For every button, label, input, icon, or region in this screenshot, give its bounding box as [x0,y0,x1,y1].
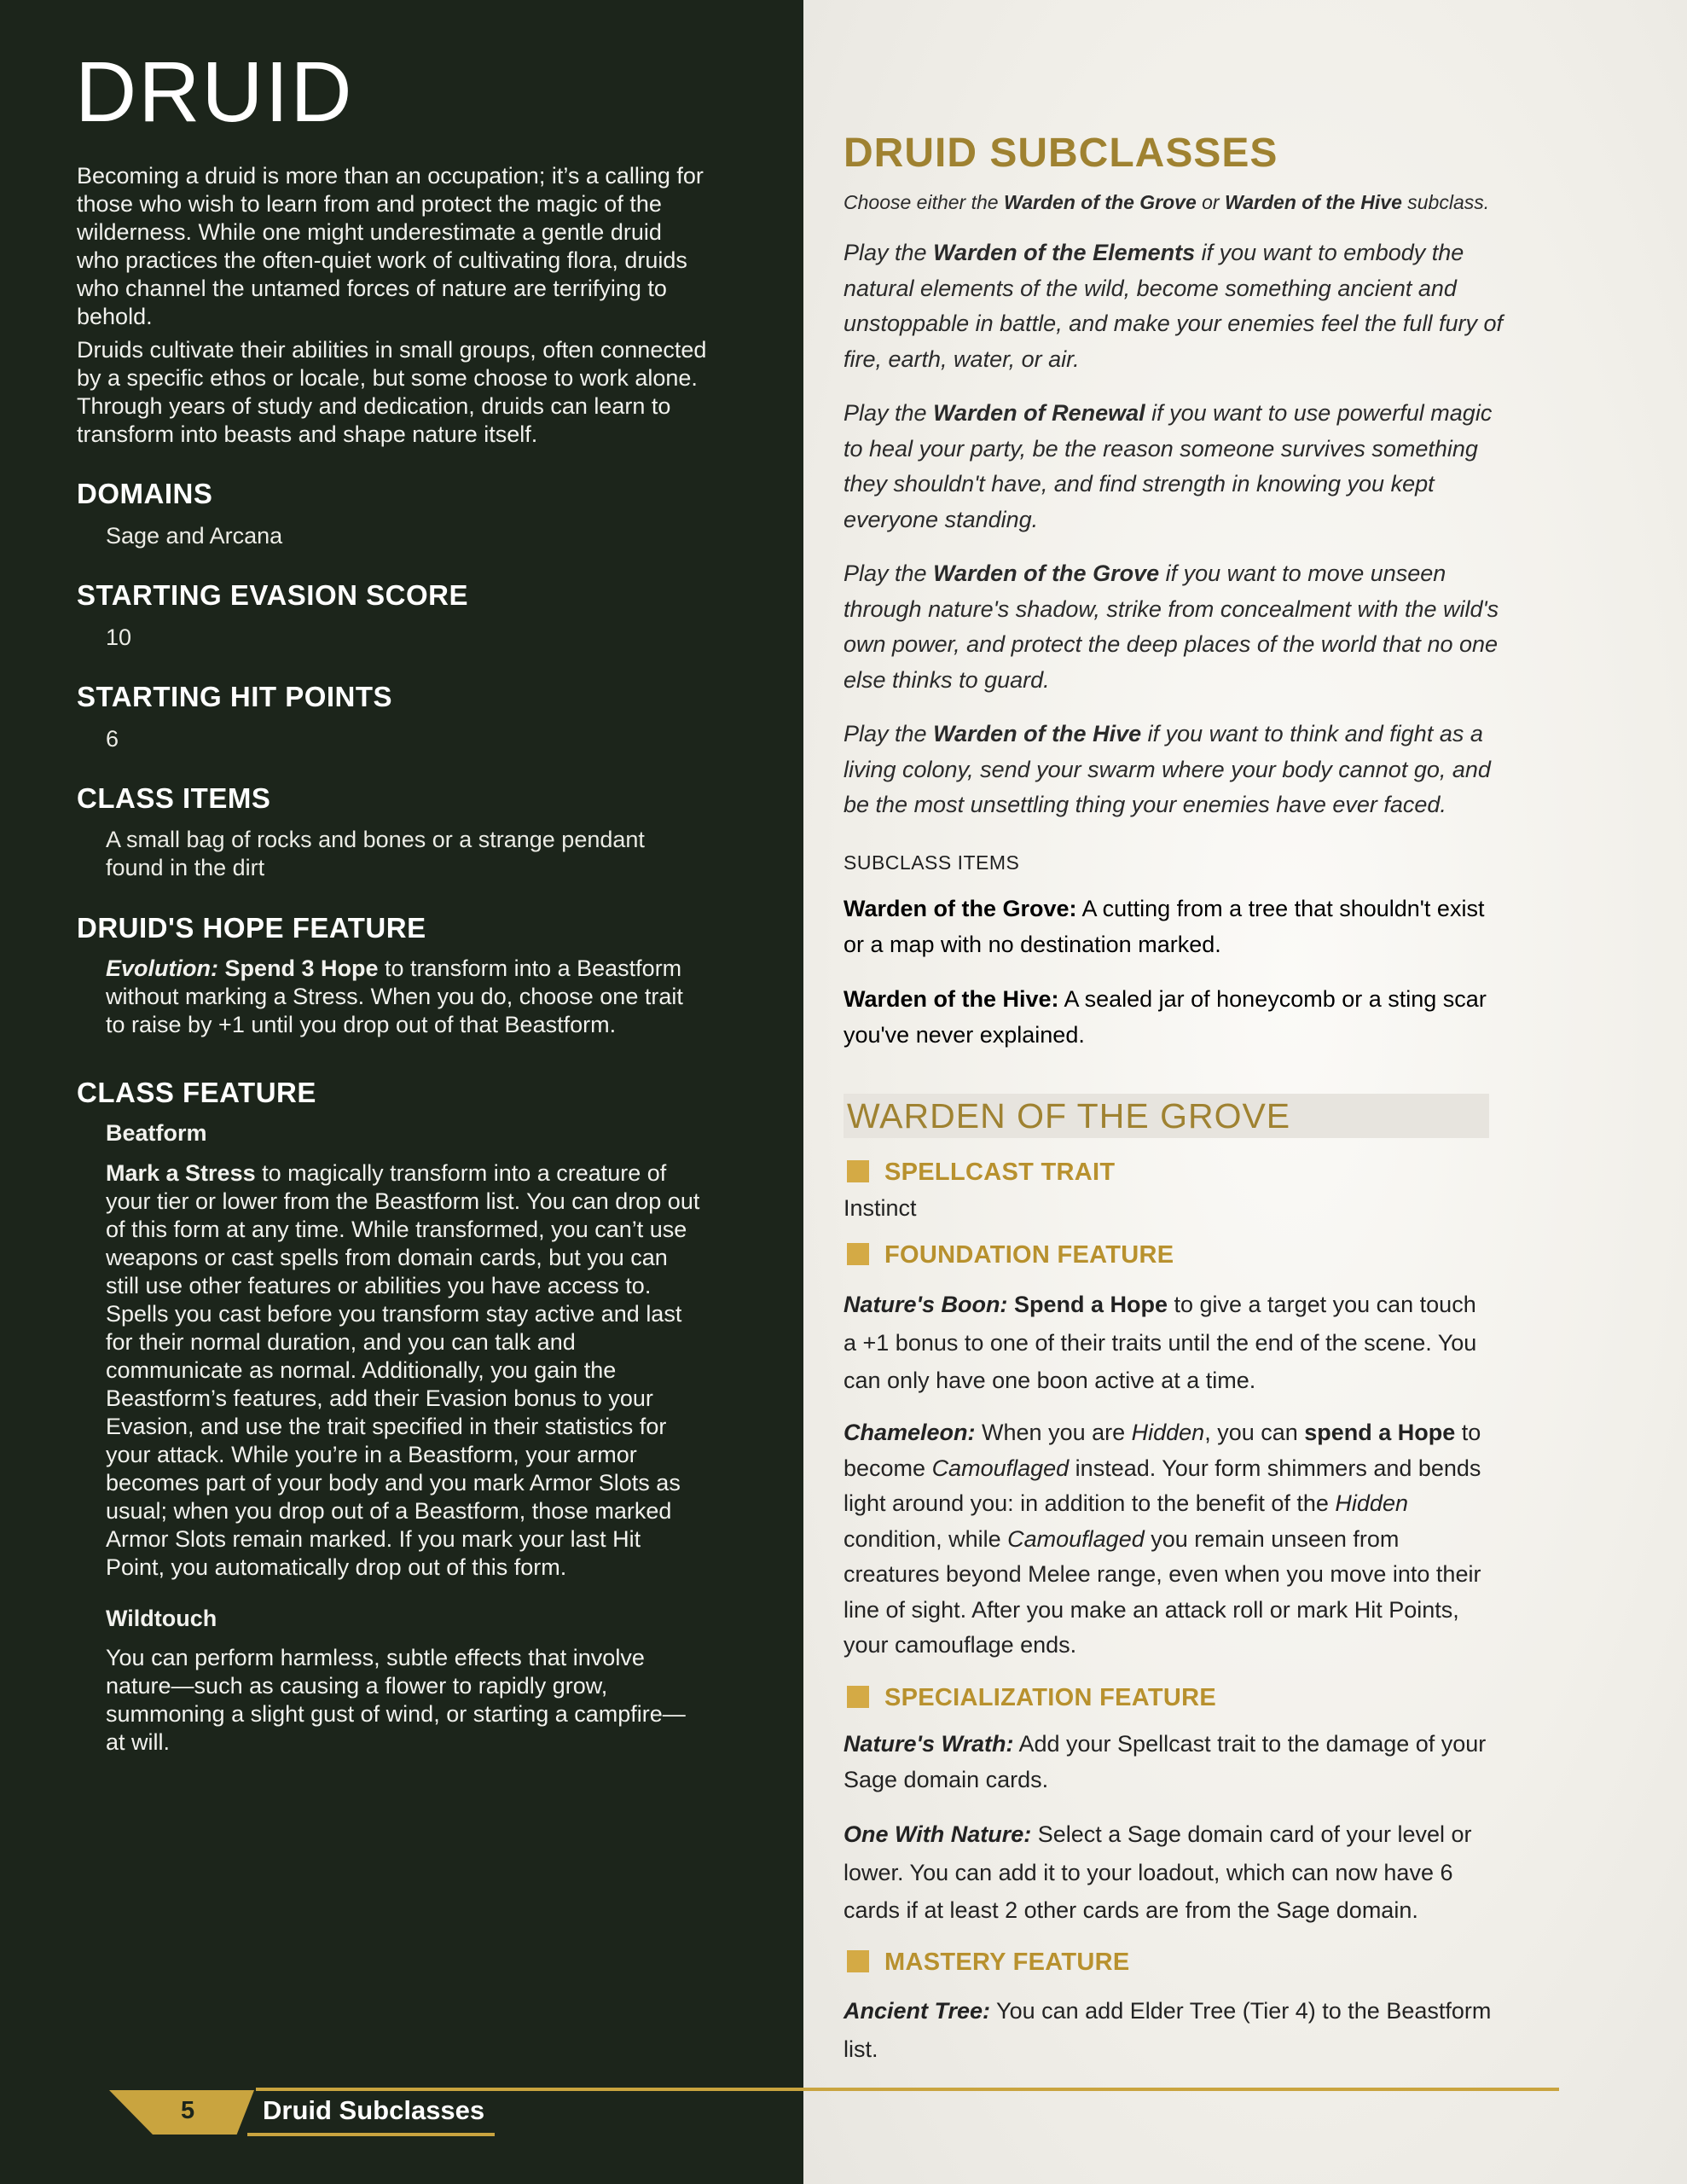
square-bullet-icon [847,1686,869,1708]
camouflaged-term: Camouflaged [1007,1525,1145,1552]
class-items-value: A small bag of rocks and bones or a strange pendant found in the dirt [106,827,645,880]
specialization-heading [847,1684,1216,1712]
hope-feature-name: Evolution: [106,956,218,981]
hope-feature-text [106,955,703,1039]
one-with-nature-name: One With Nature: [844,1821,1032,1847]
hope-description: to transform into a Beastform without marking a Stress. When you do, choose one trait to raise by +1 until you drop out of that Beastform. [106,956,683,1037]
grove-title-bar [844,1094,1489,1138]
play-pre: Play the [844,721,934,746]
chameleon-text: , you can [1204,1420,1305,1445]
wildtouch-name: Wildtouch [106,1606,217,1631]
choice-hive: Warden of the Hive [1224,191,1402,213]
hive-item-text: A sealed jar of honeycomb or a sting scar you've never explained. [844,986,1487,1048]
spellcast-heading [847,1159,1115,1187]
wrath-text: Add your Spellcast trait to the damage of your Sage domain cards. [844,1731,1487,1792]
intro-paragraph: Druids cultivate their abilities in small groups, often connected by a specific ethos or locale, but some choose to work alone. Through years of study and dedication, druids can learn to transform into beasts and shape nature itself. [77,337,707,447]
play-pre: Play the [844,400,934,426]
boon-name: Nature's Boon: [844,1292,1008,1317]
intro-paragraph: Becoming a druid is more than an occupation; it’s a calling for those who wish to learn from and protect the magic of the wilderness. While one might underestimate a gentle druid who practices the often-quiet work of cultivating flora, druids who channel the untamed forces of nature are terrifying to behold. [77,163,704,329]
play-post: if you want to use powerful magic to heal your party, be the reason someone survives something they shouldn't have, and find strength in knowing you kept everyone standing. [844,400,1493,532]
play-grove [844,556,1504,698]
ancient-tree [844,1992,1492,2068]
chameleon-text: instead. Your form shimmers and bends light around you: in addition to the benefit of the [844,1455,1481,1516]
beatform-name: Beatform [106,1120,207,1146]
mastery-heading-text: MASTERY FEATURE [884,1949,1130,1976]
beatform-text [106,1159,703,1582]
subclass-name: Warden of Renewal [933,400,1145,426]
hp-value: 6 [106,726,119,752]
hidden-term: Hidden [1335,1490,1408,1516]
one-with-nature-text: Select a Sage domain card of your level or lower. You can add it to your loadout, which can now have 6 cards if at least 2 other cards are from the Sage domain. [844,1821,1472,1923]
subclass-choice-note [844,191,1577,214]
class-title: DRUID [75,44,354,140]
boon-text: to give a target you can touch a +1 bonus to one of their traits until the end of the scene. You can only have one boon active at a time. [844,1292,1477,1393]
subclass-name: Warden of the Elements [933,240,1196,265]
play-pre: Play the [844,561,934,586]
subclasses-title: DRUID SUBCLASSES [844,131,1278,176]
choice-text: or [1196,191,1225,213]
play-elements [844,235,1504,377]
spellcast-value: Instinct [844,1195,917,1221]
chameleon-text: you remain unseen from creatures beyond Melee range, even when you move into their line of sight. After you make an attack roll or mark Hit Points, your camouflage ends. [844,1525,1481,1658]
foundation-heading-text: FOUNDATION FEATURE [884,1241,1174,1269]
choice-grove: Warden of the Grove [1003,191,1197,213]
play-pre: Play the [844,240,934,265]
grove-item [844,892,1492,962]
choice-text: Choose either the [844,191,1004,213]
subclass-name: Warden of the Hive [933,721,1142,746]
natures-wrath [844,1727,1492,1798]
hp-heading: STARTING HIT POINTS [77,681,393,712]
square-bullet-icon [847,1950,869,1972]
play-post: if you want to embody the natural elements of the wild, become something ancient and unstoppable in battle, and make your enemies feel the full fury of fire, earth, water, or air. [844,240,1503,372]
mastery-heading [847,1949,1130,1977]
grove-item-label: Warden of the Grove: [844,896,1077,921]
play-hive [844,717,1504,823]
ancient-tree-name: Ancient Tree: [844,1998,991,2024]
boon-cost: Spend a Hope [1013,1292,1168,1317]
chameleon-text: When you are [975,1420,1132,1445]
choice-text: subclass. [1401,191,1490,213]
chameleon-text: condition, while [844,1525,1008,1552]
beatform-cost: Mark a Stress [106,1160,256,1186]
domains-heading: DOMAINS [77,478,213,509]
domains-value: Sage and Arcana [106,523,283,549]
subclass-items-heading: SUBCLASS ITEMS [844,851,1020,874]
footer-underline [247,2133,495,2136]
footer-rule [256,2088,1559,2091]
class-feature-heading: CLASS FEATURE [77,1077,316,1108]
hidden-term: Hidden [1131,1420,1205,1445]
spellcast-heading-text: SPELLCAST TRAIT [884,1159,1116,1186]
chameleon-cost: spend a Hope [1304,1420,1456,1445]
hope-cost: Spend 3 Hope [224,956,379,981]
evasion-heading: STARTING EVASION SCORE [77,579,468,611]
wrath-name: Nature's Wrath: [844,1731,1014,1757]
hive-item [844,982,1492,1053]
grove-item-text: A cutting from a tree that shouldn't exist or a map with no destination marked. [844,896,1485,957]
hive-item-label: Warden of the Hive: [844,986,1059,1012]
page-number: 5 [181,2097,195,2124]
chameleon-text: to become [844,1420,1481,1481]
left-column [0,0,803,2184]
class-items-heading: CLASS ITEMS [77,782,271,814]
hope-heading: DRUID'S HOPE FEATURE [77,912,426,944]
play-post: if you want to move unseen through nature's shadow, strike from concealment with the wild's own power, and protect the deep places of the world that no one else thinks to guard. [844,561,1499,693]
ancient-tree-text: You can add Elder Tree (Tier 4) to the Beastform list. [844,1998,1492,2062]
camouflaged-term: Camouflaged [931,1455,1070,1481]
play-post: if you want to think and fight as a living colony, send your swarm where your body cannot go, and be the most unsettling thing your enemies have ever faced. [844,721,1491,817]
subclass-name: Warden of the Grove [933,561,1160,586]
intro [77,162,708,454]
chameleon [844,1415,1492,1664]
one-with-nature [844,1815,1492,1930]
evasion-value: 10 [106,624,132,650]
foundation-heading [847,1241,1174,1269]
chameleon-name: Chameleon: [844,1420,976,1445]
wildtouch-text: You can perform harmless, subtle effects that involve nature—such as causing a flower to rapidly grow, summoning a slight gust of wind, or starting a campfire—at will. [106,1645,686,1755]
specialization-heading-text: SPECIALIZATION FEATURE [884,1684,1216,1711]
grove-title: WARDEN OF THE GROVE [847,1096,1291,1136]
play-renewal [844,396,1504,537]
footer-section-label: Druid Subclasses [263,2095,485,2125]
natures-boon [844,1286,1492,1400]
square-bullet-icon [847,1160,869,1182]
beatform-description: to magically transform into a creature of your tier or lower from the Beastform list. You can drop out of this form at any time. While transformed, you can’t use weapons or cast spells from domain cards, but you can still use other features or abilities you have access to. Spells you cast before you transform stay active and last for their normal duration, and you can talk and communicate as normal. Additionally, you gain the Beastform’s features, add their Evasion bonus to your Evasion, and use the trait specified in their statistics for your attack. While you’re in a Beastform, your armor becomes part of your body and you mark Armor Slots as usual; when you drop out of a Beastform, those marked Armor Slots remain marked. If you mark your last Hit Point, you automatically drop out of this form. [106,1160,700,1580]
square-bullet-icon [847,1243,869,1265]
